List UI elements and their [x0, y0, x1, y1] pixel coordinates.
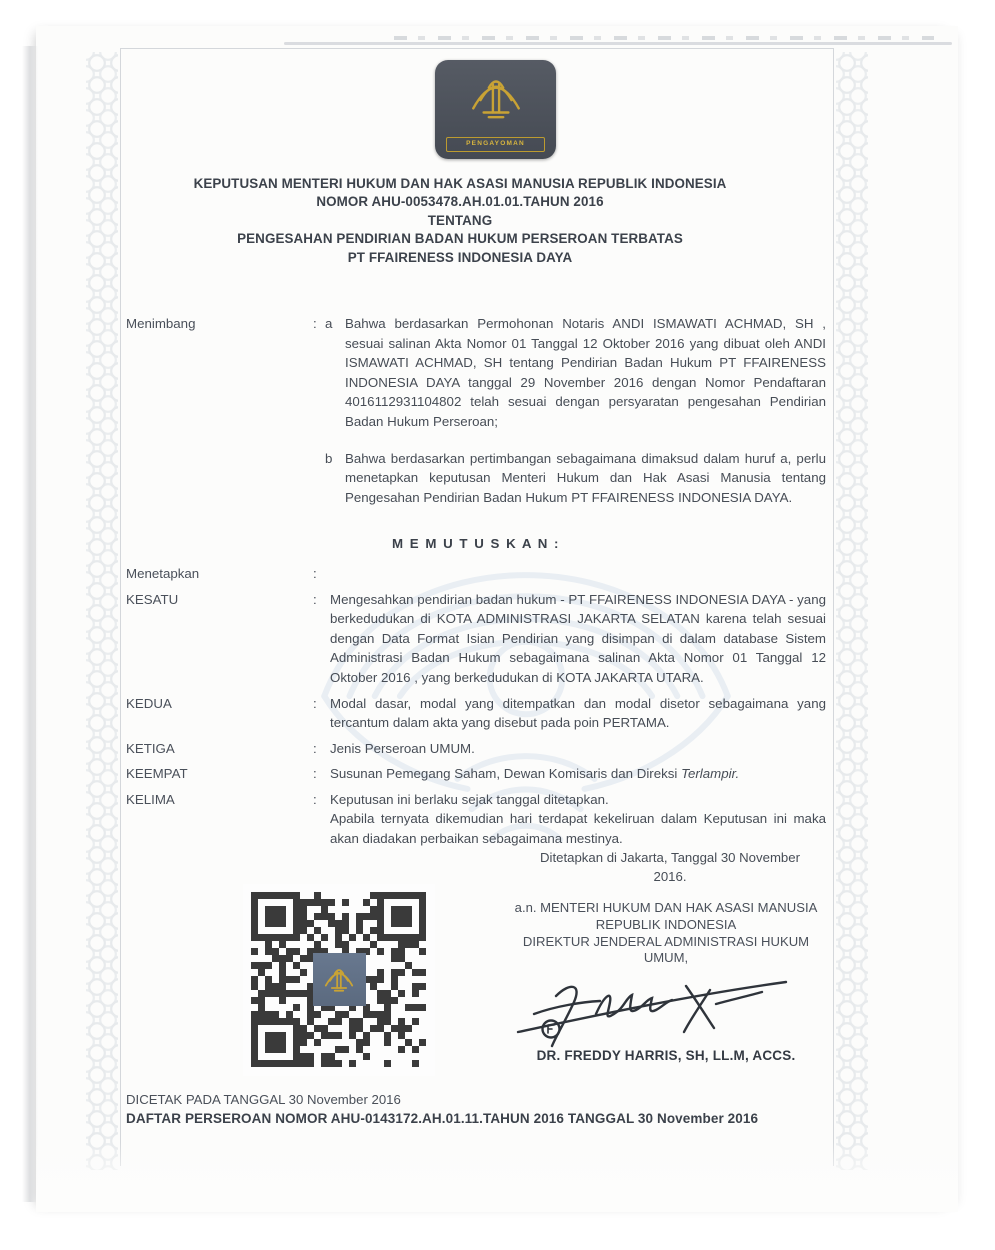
decision-row-kelima [126, 790, 826, 849]
colon: : [313, 591, 317, 607]
signer-name: DR. FREDDY HARRIS, SH, LL.M, ACCS. [536, 1048, 796, 1063]
colon: : [313, 766, 317, 782]
decree-body [126, 314, 826, 855]
italic-suffix: Terlampir. [681, 766, 740, 782]
title-line-4: PENGESAHAN PENDIRIAN BADAN HUKUM PERSEROAN TERBATAS [237, 231, 683, 247]
consideration-text-a: Bahwa berdasarkan Permohonan Notaris ANDI ISMAWATI ACHMAD, SH , sesuai salinan Akta Nomor 01 Tanggal 12 Oktober 2016 yang dibuat oleh ANDI ISMAWATI ACHMAD, SH tentang Pendirian Badan Hukum PT FFAIRENESS INDONESIA DAYA tanggal 29 November 2016 dengan Nomor Pendaftaran 4016112931104802 telah sesuai dengan persyaratan pengesahan Pendirian Badan Hukum Perseroan; [345, 316, 826, 429]
title-line-3: TENTANG [427, 212, 493, 228]
colon: : [313, 740, 317, 756]
decision-label: KEDUA [126, 695, 172, 711]
qr-emblem-icon [321, 961, 357, 997]
decision-text: Susunan Pemegang Saham, Dewan Komisaris dan Direksi Terlampir. [330, 766, 740, 782]
decree-title [92, 175, 828, 267]
consideration-item-a [126, 314, 826, 432]
logo-banner: PENGAYOMAN [446, 137, 545, 152]
scan-artifact-dashes [394, 36, 934, 40]
decision-heading: M E M U T U S K A N : [392, 536, 560, 552]
title-line-1: KEPUTUSAN MENTERI HUKUM DAN HAK ASASI MANUSIA REPUBLIK INDONESIA [193, 176, 727, 191]
considerations-label: Menimbang [126, 316, 196, 331]
qr-code [243, 884, 435, 1076]
qr-center-logo [313, 953, 366, 1006]
footer [126, 1092, 896, 1126]
document-page [36, 26, 958, 1212]
decision-label: KEEMPAT [126, 766, 188, 782]
title-line-2: NOMOR AHU-0053478.AH.01.01.TAHUN 2016 [316, 194, 604, 210]
consideration-text-b: Bahwa berdasarkan pertimbangan sebagaimana dimaksud dalam huruf a, perlu menetapkan keputusan Menteri Hukum dan Hak Asasi Manusia tentang Pengesahan Pendirian Badan Hukum PT FFAIRENESS INDONESIA DAYA. [345, 450, 826, 505]
placement-date: Ditetapkan di Jakarta, Tanggal 30 November 2016. [540, 850, 800, 884]
decision-row-menetapkan [126, 564, 826, 584]
decision-label: KETIGA [126, 740, 175, 756]
footer-print-date: DICETAK PADA TANGGAL 30 November 2016 [126, 1092, 401, 1107]
decision-text [330, 564, 826, 584]
decision-row-kedua [126, 694, 826, 733]
colon: : [313, 791, 317, 807]
ministry-logo [435, 60, 556, 159]
scan-artifact-line [284, 42, 952, 45]
decision-row-ketiga [126, 739, 826, 759]
ornament-border-right [836, 52, 868, 1170]
decision-label: KESATU [126, 591, 179, 607]
decision-label: Menetapkan [126, 565, 200, 581]
footer-register-number: DAFTAR PERSEROAN NOMOR AHU-0143172.AH.01.11.TAHUN 2016 TANGGAL 30 November 2016 [126, 1111, 759, 1126]
pengayoman-emblem-icon [465, 66, 527, 128]
item-marker: a [325, 316, 333, 331]
decision-row-kesatu [126, 590, 826, 688]
colon: : [313, 316, 317, 331]
colon: : [313, 565, 317, 581]
consideration-item-b [126, 449, 826, 508]
signature [504, 974, 804, 1050]
decision-text: Mengesahkan pendirian badan hukum - PT FFAIRENESS INDONESIA DAYA - yang berkedudukan di KOTA ADMINISTRASI JAKARTA SELATAN karena telah sesuai dengan Data Format Isian Pendirian yang disimpan di dalam database Sistem Administrasi Badan Hukum sebagaimana salinan Akta Nomor 01 Tanggal 12 Oktober 2016 , yang berkedudukan di KOTA JAKARTA UTARA. [330, 591, 826, 685]
item-marker: b [325, 450, 333, 466]
decision-text: Keputusan ini berlaku sejak tanggal ditetapkan. Apabila ternyata dikemudian hari terdapat kekeliruan dalam Keputusan ini maka akan diadakan perbaikan sebagaimana mestinya. [330, 791, 826, 847]
title-line-5: PT FFAIRENESS INDONESIA DAYA [347, 249, 573, 265]
decision-label: KELIMA [126, 791, 175, 807]
decision-text: Jenis Perseroan UMUM. [330, 740, 475, 756]
colon: : [313, 695, 317, 711]
decision-text: Modal dasar, modal yang ditempatkan dan modal disetor sebagaimana yang tercantum dalam akta yang disebut pada poin PERTAMA. [330, 695, 826, 731]
decision-row-keempat [126, 764, 826, 784]
signing-authority: a.n. MENTERI HUKUM DAN HAK ASASI MANUSIA REPUBLIK INDONESIA DIREKTUR JENDERAL ADMINISTRASI HUKUM UMUM, [514, 900, 818, 966]
scan-fade [36, 1142, 958, 1212]
